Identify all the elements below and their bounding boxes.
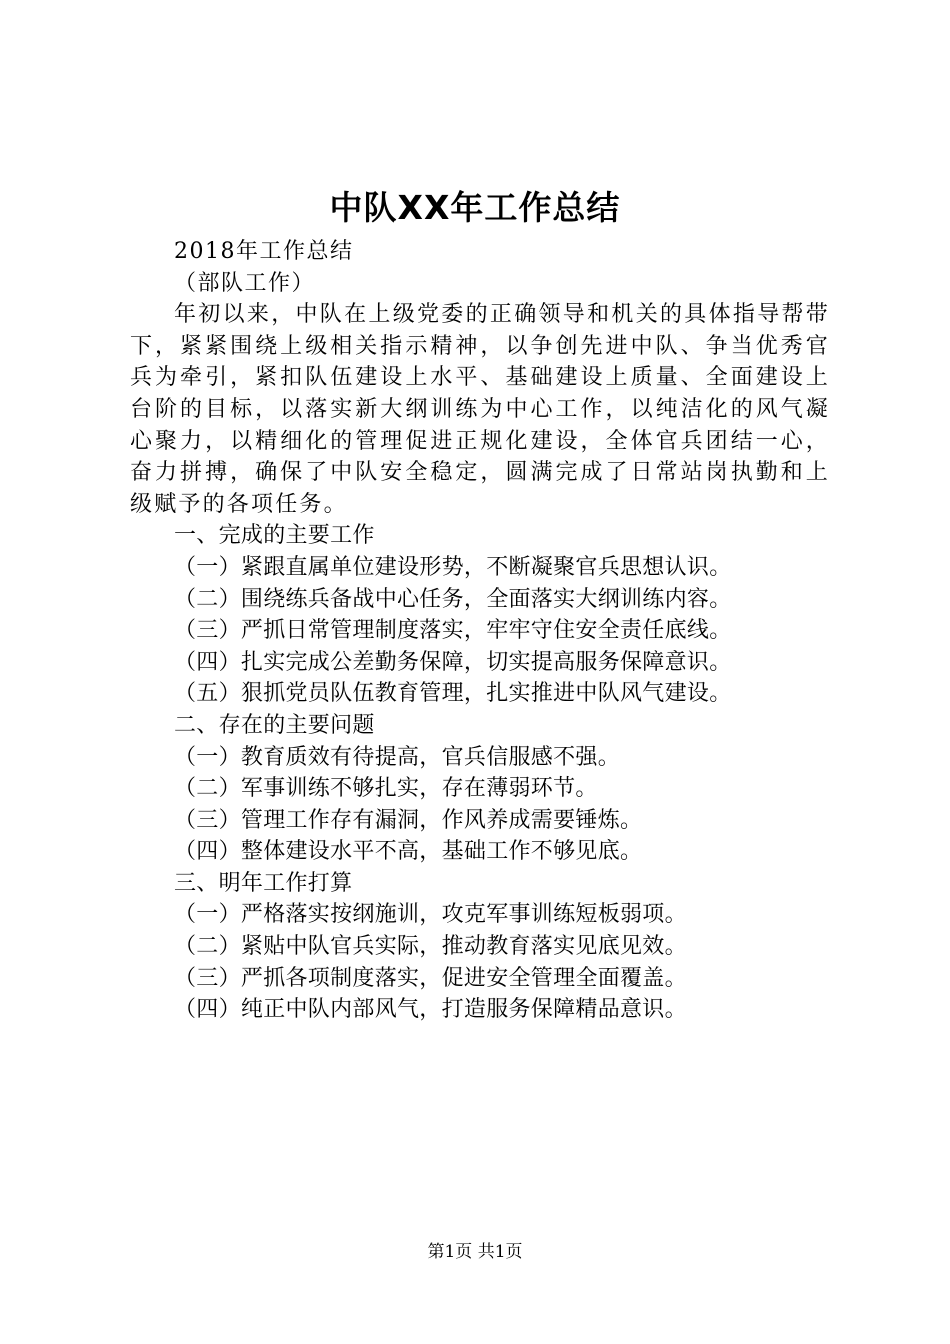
list-item: （二）紧贴中队官兵实际，推动教育落实见底见效。: [174, 934, 687, 960]
document-title: 中队XX年工作总结: [329, 188, 621, 227]
subtitle: 2018年工作总结: [174, 239, 354, 264]
list-item: （一）严格落实按纲施训，攻克军事训练短板弱项。: [174, 902, 687, 928]
list-item: （一）紧跟直属单位建设形势，不断凝聚官兵思想认识。: [174, 554, 732, 580]
section-heading: 二、存在的主要问题: [174, 712, 375, 738]
list-item: （二）军事训练不够扎实，存在薄弱环节。: [174, 776, 598, 802]
list-item: （四）整体建设水平不高，基础工作不够见底。: [174, 839, 643, 865]
document-body: [130, 236, 830, 1026]
page-number: 第1页 共1页: [427, 1242, 523, 1262]
category-label: （部队工作）: [174, 270, 316, 296]
list-item: （三）严抓日常管理制度落实，牢牢守住安全责任底线。: [174, 618, 732, 644]
list-item: （四）纯正中队内部风气，打造服务保障精品意识。: [174, 997, 687, 1023]
section-3: [130, 868, 830, 1026]
list-item: （四）扎实完成公差勤务保障，切实提高服务保障意识。: [174, 649, 732, 675]
list-item: （五）狠抓党员队伍教育管理，扎实推进中队风气建设。: [174, 681, 732, 707]
list-item: （一）教育质效有待提高，官兵信服感不强。: [174, 744, 621, 770]
section-1: [130, 520, 830, 710]
list-item: （二）围绕练兵备战中心任务，全面落实大纲训练内容。: [174, 586, 732, 612]
list-item: （三）严抓各项制度落实，促进安全管理全面覆盖。: [174, 965, 687, 991]
section-heading: 三、明年工作打算: [174, 870, 353, 896]
intro-paragraph: 年初以来，中队在上级党委的正确领导和机关的具体指导帮带下，紧紧围绕上级相关指示精神，以争创先进中队、争当优秀官兵为牵引，紧扣队伍建设上水平、基础建设上质量、全面建设上台阶的目标，以落实新大纲训练为中心工作，以纯洁化的风气凝心聚力，以精细化的管理促进正规化建设，全体官兵团结一心，奋力拼搏，确保了中队安全稳定，圆满完成了日常站岗执勤和上级赋予的各项任务。: [130, 302, 830, 517]
section-2: [130, 710, 830, 868]
list-item: （三）管理工作存有漏洞，作风养成需要锤炼。: [174, 807, 643, 833]
section-heading: 一、完成的主要工作: [174, 523, 375, 549]
